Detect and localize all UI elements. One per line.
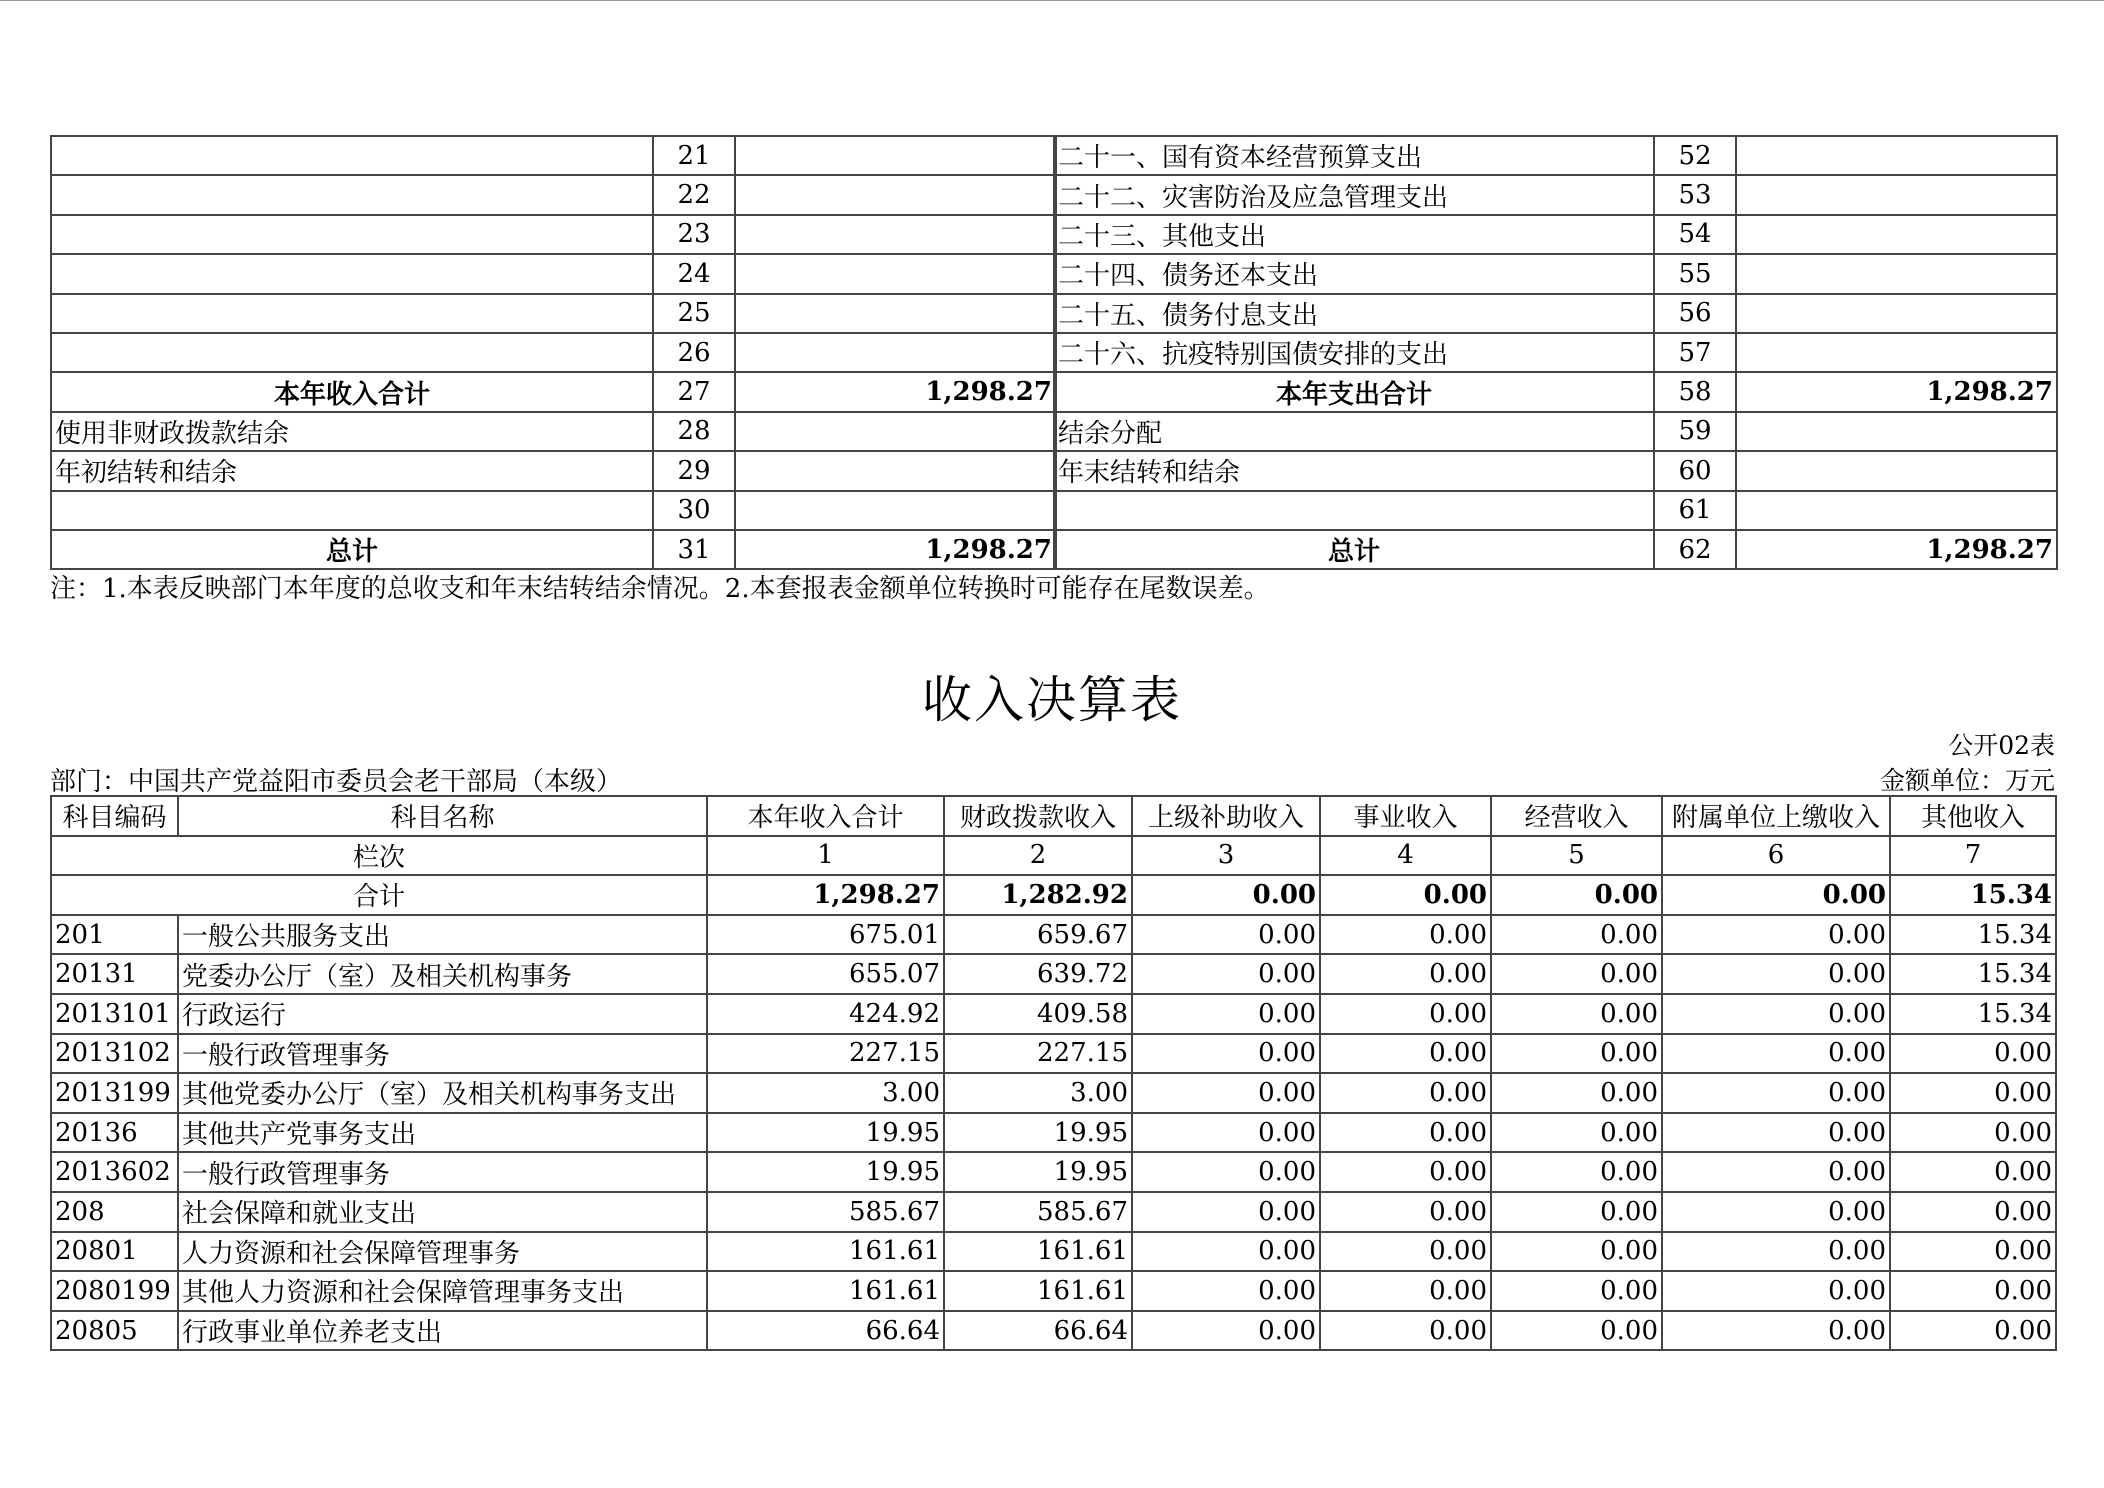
amount-cell: 0.00 (1890, 1232, 2056, 1272)
form-number: 公开02表 (1948, 731, 2055, 760)
expense-row-number: 54 (1654, 215, 1736, 254)
summary-row (1054, 412, 2057, 451)
summary-row (51, 254, 1056, 293)
amount-cell: 0.00 (1320, 954, 1491, 994)
amount-cell: 0.00 (1132, 1232, 1320, 1272)
department-label: 部门：中国共产党益阳市委员会老干部局（本级） (50, 767, 623, 797)
table-row (51, 954, 2056, 994)
summary-row (51, 491, 1056, 530)
amount-cell: 0.00 (1662, 1034, 1890, 1074)
income-item-label (51, 333, 653, 372)
expense-item-label: 本年支出合计 (1054, 372, 1654, 411)
income-amount (735, 175, 1056, 214)
amount-cell: 0.00 (1890, 1113, 2056, 1153)
amount-cell: 0.00 (1890, 1271, 2056, 1311)
income-item-label (51, 254, 653, 293)
subject-code: 20136 (51, 1113, 178, 1153)
expense-row-number: 52 (1654, 136, 1736, 175)
amount-cell: 0.00 (1890, 1192, 2056, 1232)
table-row (51, 1152, 2056, 1192)
table-row (51, 1232, 2056, 1272)
total-label: 合计 (51, 875, 707, 915)
total-value: 0.00 (1662, 875, 1890, 915)
expense-row-number: 53 (1654, 175, 1736, 214)
subject-name: 一般行政管理事务 (178, 1152, 707, 1192)
amount-cell: 15.34 (1890, 994, 2056, 1034)
amount-cell: 0.00 (1132, 1271, 1320, 1311)
summary-row (51, 530, 1056, 569)
table-row (51, 994, 2056, 1034)
amount-cell: 0.00 (1662, 1311, 1890, 1351)
expense-row-number: 58 (1654, 372, 1736, 411)
amount-cell: 15.34 (1890, 915, 2056, 955)
amount-cell: 3.00 (944, 1073, 1132, 1113)
amount-cell: 0.00 (1491, 1073, 1662, 1113)
amount-cell: 0.00 (1320, 1113, 1491, 1153)
amount-cell: 0.00 (1491, 1152, 1662, 1192)
summary-row (51, 333, 1056, 372)
amount-cell: 0.00 (1491, 1271, 1662, 1311)
subject-name: 其他党委办公厅（室）及相关机构事务支出 (178, 1073, 707, 1113)
amount-cell: 19.95 (944, 1152, 1132, 1192)
amount-cell: 0.00 (1890, 1152, 2056, 1192)
summary-row (1054, 136, 2057, 175)
column-header: 上级补助收入 (1132, 796, 1320, 836)
expense-row-number: 60 (1654, 451, 1736, 490)
amount-cell: 0.00 (1132, 954, 1320, 994)
amount-cell: 0.00 (1132, 1311, 1320, 1351)
income-item-label: 总计 (51, 530, 653, 569)
total-row (51, 875, 2056, 915)
summary-row (1054, 530, 2057, 569)
income-amount: 1,298.27 (735, 530, 1056, 569)
expense-item-label: 总计 (1054, 530, 1654, 569)
income-amount (735, 333, 1056, 372)
subject-name: 人力资源和社会保障管理事务 (178, 1232, 707, 1272)
expense-amount (1736, 254, 2057, 293)
amount-cell: 0.00 (1132, 1192, 1320, 1232)
summary-row (51, 215, 1056, 254)
column-index-row (51, 836, 2056, 876)
income-amount (735, 412, 1056, 451)
amount-cell: 0.00 (1132, 1034, 1320, 1074)
summary-row (1054, 254, 2057, 293)
amount-cell: 0.00 (1132, 1073, 1320, 1113)
expense-amount: 1,298.27 (1736, 372, 2057, 411)
amount-cell: 19.95 (707, 1152, 944, 1192)
summary-row (1054, 491, 2057, 530)
expense-amount: 1,298.27 (1736, 530, 2057, 569)
amount-unit: 金额单位：万元 (1879, 766, 2055, 795)
expense-item-label: 二十一、国有资本经营预算支出 (1054, 136, 1654, 175)
income-item-label: 年初结转和结余 (51, 451, 653, 490)
expense-item-label: 年末结转和结余 (1054, 451, 1654, 490)
amount-cell: 585.67 (944, 1192, 1132, 1232)
total-value: 0.00 (1132, 875, 1320, 915)
column-header: 经营收入 (1491, 796, 1662, 836)
income-item-label: 本年收入合计 (51, 372, 653, 411)
expense-row-number: 59 (1654, 412, 1736, 451)
amount-cell: 0.00 (1662, 1192, 1890, 1232)
table-row (51, 1271, 2056, 1311)
amount-cell: 0.00 (1491, 1192, 1662, 1232)
income-amount (735, 136, 1056, 175)
expense-row-number: 56 (1654, 294, 1736, 333)
amount-cell: 227.15 (944, 1034, 1132, 1074)
amount-cell: 66.64 (944, 1311, 1132, 1351)
column-header: 科目名称 (178, 796, 707, 836)
subject-name: 一般行政管理事务 (178, 1034, 707, 1074)
subject-code: 20131 (51, 954, 178, 994)
income-row-number: 26 (653, 333, 735, 372)
amount-cell: 0.00 (1320, 1152, 1491, 1192)
column-header: 本年收入合计 (707, 796, 944, 836)
summary-row (51, 294, 1056, 333)
amount-cell: 0.00 (1491, 915, 1662, 955)
expense-amount (1736, 294, 2057, 333)
amount-cell: 0.00 (1662, 1271, 1890, 1311)
amount-cell: 0.00 (1491, 994, 1662, 1034)
amount-cell: 0.00 (1320, 1271, 1491, 1311)
column-header: 财政拨款收入 (944, 796, 1132, 836)
subject-code: 2013199 (51, 1073, 178, 1113)
expense-item-label (1054, 491, 1654, 530)
expense-item-label: 二十二、灾害防治及应急管理支出 (1054, 175, 1654, 214)
table-row (51, 1034, 2056, 1074)
expense-row-number: 57 (1654, 333, 1736, 372)
column-number: 6 (1662, 836, 1890, 876)
subject-code: 2013101 (51, 994, 178, 1034)
amount-cell: 0.00 (1491, 1232, 1662, 1272)
amount-cell: 0.00 (1320, 1034, 1491, 1074)
column-number: 3 (1132, 836, 1320, 876)
amount-cell: 0.00 (1662, 994, 1890, 1034)
expense-row-number: 62 (1654, 530, 1736, 569)
table-row (51, 1311, 2056, 1351)
column-number: 1 (707, 836, 944, 876)
income-amount (735, 451, 1056, 490)
amount-cell: 659.67 (944, 915, 1132, 955)
income-row-number: 23 (653, 215, 735, 254)
amount-cell: 0.00 (1662, 1152, 1890, 1192)
subject-name: 其他人力资源和社会保障管理事务支出 (178, 1271, 707, 1311)
amount-cell: 0.00 (1320, 1311, 1491, 1351)
expense-item-label: 二十四、债务还本支出 (1054, 254, 1654, 293)
subject-code: 208 (51, 1192, 178, 1232)
amount-cell: 0.00 (1132, 1152, 1320, 1192)
column-header: 附属单位上缴收入 (1662, 796, 1890, 836)
column-number: 7 (1890, 836, 2056, 876)
income-item-label (51, 215, 653, 254)
table-row (51, 915, 2056, 955)
amount-cell: 409.58 (944, 994, 1132, 1034)
amount-cell: 0.00 (1662, 1232, 1890, 1272)
summary-row (1054, 215, 2057, 254)
column-index-label: 栏次 (51, 836, 707, 876)
expense-amount (1736, 136, 2057, 175)
subject-code: 201 (51, 915, 178, 955)
income-item-label (51, 175, 653, 214)
total-value: 0.00 (1491, 875, 1662, 915)
page-top-border (0, 0, 2104, 1)
income-row-number: 21 (653, 136, 735, 175)
table-row (51, 1113, 2056, 1153)
summary-row (1054, 175, 2057, 214)
summary-table-expense-side (1053, 135, 2058, 570)
amount-cell: 227.15 (707, 1034, 944, 1074)
summary-note: 注：1.本表反映部门本年度的总收支和年末结转结余情况。2.本套报表金额单位转换时可能存在尾数误差。 (50, 574, 1270, 604)
expense-amount (1736, 451, 2057, 490)
amount-cell: 0.00 (1890, 1073, 2056, 1113)
amount-cell: 0.00 (1662, 1113, 1890, 1153)
total-value: 15.34 (1890, 875, 2056, 915)
income-row-number: 27 (653, 372, 735, 411)
amount-cell: 0.00 (1491, 1113, 1662, 1153)
total-value: 1,282.92 (944, 875, 1132, 915)
income-row-number: 29 (653, 451, 735, 490)
expense-amount (1736, 175, 2057, 214)
expense-item-label: 二十三、其他支出 (1054, 215, 1654, 254)
income-row-number: 31 (653, 530, 735, 569)
amount-cell: 0.00 (1132, 915, 1320, 955)
subject-code: 2080199 (51, 1271, 178, 1311)
summary-row (51, 412, 1056, 451)
page-title: 收入决算表 (922, 671, 1182, 729)
expense-item-label: 结余分配 (1054, 412, 1654, 451)
income-amount: 1,298.27 (735, 372, 1056, 411)
amount-cell: 0.00 (1662, 915, 1890, 955)
income-row-number: 28 (653, 412, 735, 451)
amount-cell: 161.61 (944, 1271, 1132, 1311)
income-amount (735, 254, 1056, 293)
header-row (51, 796, 2056, 836)
amount-cell: 0.00 (1491, 954, 1662, 994)
income-row-number: 24 (653, 254, 735, 293)
income-item-label: 使用非财政拨款结余 (51, 412, 653, 451)
summary-row (1054, 451, 2057, 490)
total-value: 0.00 (1320, 875, 1491, 915)
summary-row (1054, 372, 2057, 411)
subject-name: 一般公共服务支出 (178, 915, 707, 955)
column-number: 2 (944, 836, 1132, 876)
summary-row (51, 175, 1056, 214)
amount-cell: 0.00 (1491, 1034, 1662, 1074)
table-row (51, 1073, 2056, 1113)
income-row-number: 25 (653, 294, 735, 333)
amount-cell: 0.00 (1320, 1073, 1491, 1113)
amount-cell: 0.00 (1890, 1311, 2056, 1351)
amount-cell: 0.00 (1320, 1192, 1491, 1232)
income-amount (735, 294, 1056, 333)
expense-item-label: 二十五、债务付息支出 (1054, 294, 1654, 333)
column-header: 事业收入 (1320, 796, 1491, 836)
amount-cell: 19.95 (707, 1113, 944, 1153)
income-amount (735, 491, 1056, 530)
subject-code: 2013102 (51, 1034, 178, 1074)
income-item-label (51, 136, 653, 175)
subject-name: 行政事业单位养老支出 (178, 1311, 707, 1351)
amount-cell: 0.00 (1320, 915, 1491, 955)
amount-cell: 161.61 (944, 1232, 1132, 1272)
amount-cell: 655.07 (707, 954, 944, 994)
income-row-number: 30 (653, 491, 735, 530)
summary-row (1054, 333, 2057, 372)
amount-cell: 0.00 (1132, 1113, 1320, 1153)
income-item-label (51, 294, 653, 333)
amount-cell: 161.61 (707, 1232, 944, 1272)
expense-row-number: 61 (1654, 491, 1736, 530)
expense-amount (1736, 491, 2057, 530)
summary-row (1054, 294, 2057, 333)
amount-cell: 0.00 (1132, 994, 1320, 1034)
amount-cell: 66.64 (707, 1311, 944, 1351)
column-number: 4 (1320, 836, 1491, 876)
amount-cell: 639.72 (944, 954, 1132, 994)
subject-code: 20801 (51, 1232, 178, 1272)
summary-row (51, 451, 1056, 490)
column-header: 其他收入 (1890, 796, 2056, 836)
amount-cell: 15.34 (1890, 954, 2056, 994)
table-row (51, 1192, 2056, 1232)
subject-code: 2013602 (51, 1152, 178, 1192)
income-item-label (51, 491, 653, 530)
amount-cell: 0.00 (1662, 954, 1890, 994)
summary-row (51, 136, 1056, 175)
income-amount (735, 215, 1056, 254)
amount-cell: 0.00 (1320, 1232, 1491, 1272)
column-number: 5 (1491, 836, 1662, 876)
amount-cell: 161.61 (707, 1271, 944, 1311)
amount-cell: 675.01 (707, 915, 944, 955)
subject-name: 党委办公厅（室）及相关机构事务 (178, 954, 707, 994)
expense-amount (1736, 412, 2057, 451)
subject-name: 行政运行 (178, 994, 707, 1034)
expense-amount (1736, 333, 2057, 372)
amount-cell: 0.00 (1890, 1034, 2056, 1074)
amount-cell: 424.92 (707, 994, 944, 1034)
income-table (50, 795, 2057, 1351)
subject-name: 社会保障和就业支出 (178, 1192, 707, 1232)
amount-cell: 19.95 (944, 1113, 1132, 1153)
amount-cell: 585.67 (707, 1192, 944, 1232)
amount-cell: 0.00 (1662, 1073, 1890, 1113)
expense-item-label: 二十六、抗疫特别国债安排的支出 (1054, 333, 1654, 372)
total-value: 1,298.27 (707, 875, 944, 915)
expense-row-number: 55 (1654, 254, 1736, 293)
amount-cell: 0.00 (1491, 1311, 1662, 1351)
summary-table-income-side (50, 135, 1057, 570)
summary-row (51, 372, 1056, 411)
subject-code: 20805 (51, 1311, 178, 1351)
subject-name: 其他共产党事务支出 (178, 1113, 707, 1153)
amount-cell: 0.00 (1320, 994, 1491, 1034)
amount-cell: 3.00 (707, 1073, 944, 1113)
expense-amount (1736, 215, 2057, 254)
column-header: 科目编码 (51, 796, 178, 836)
income-row-number: 22 (653, 175, 735, 214)
